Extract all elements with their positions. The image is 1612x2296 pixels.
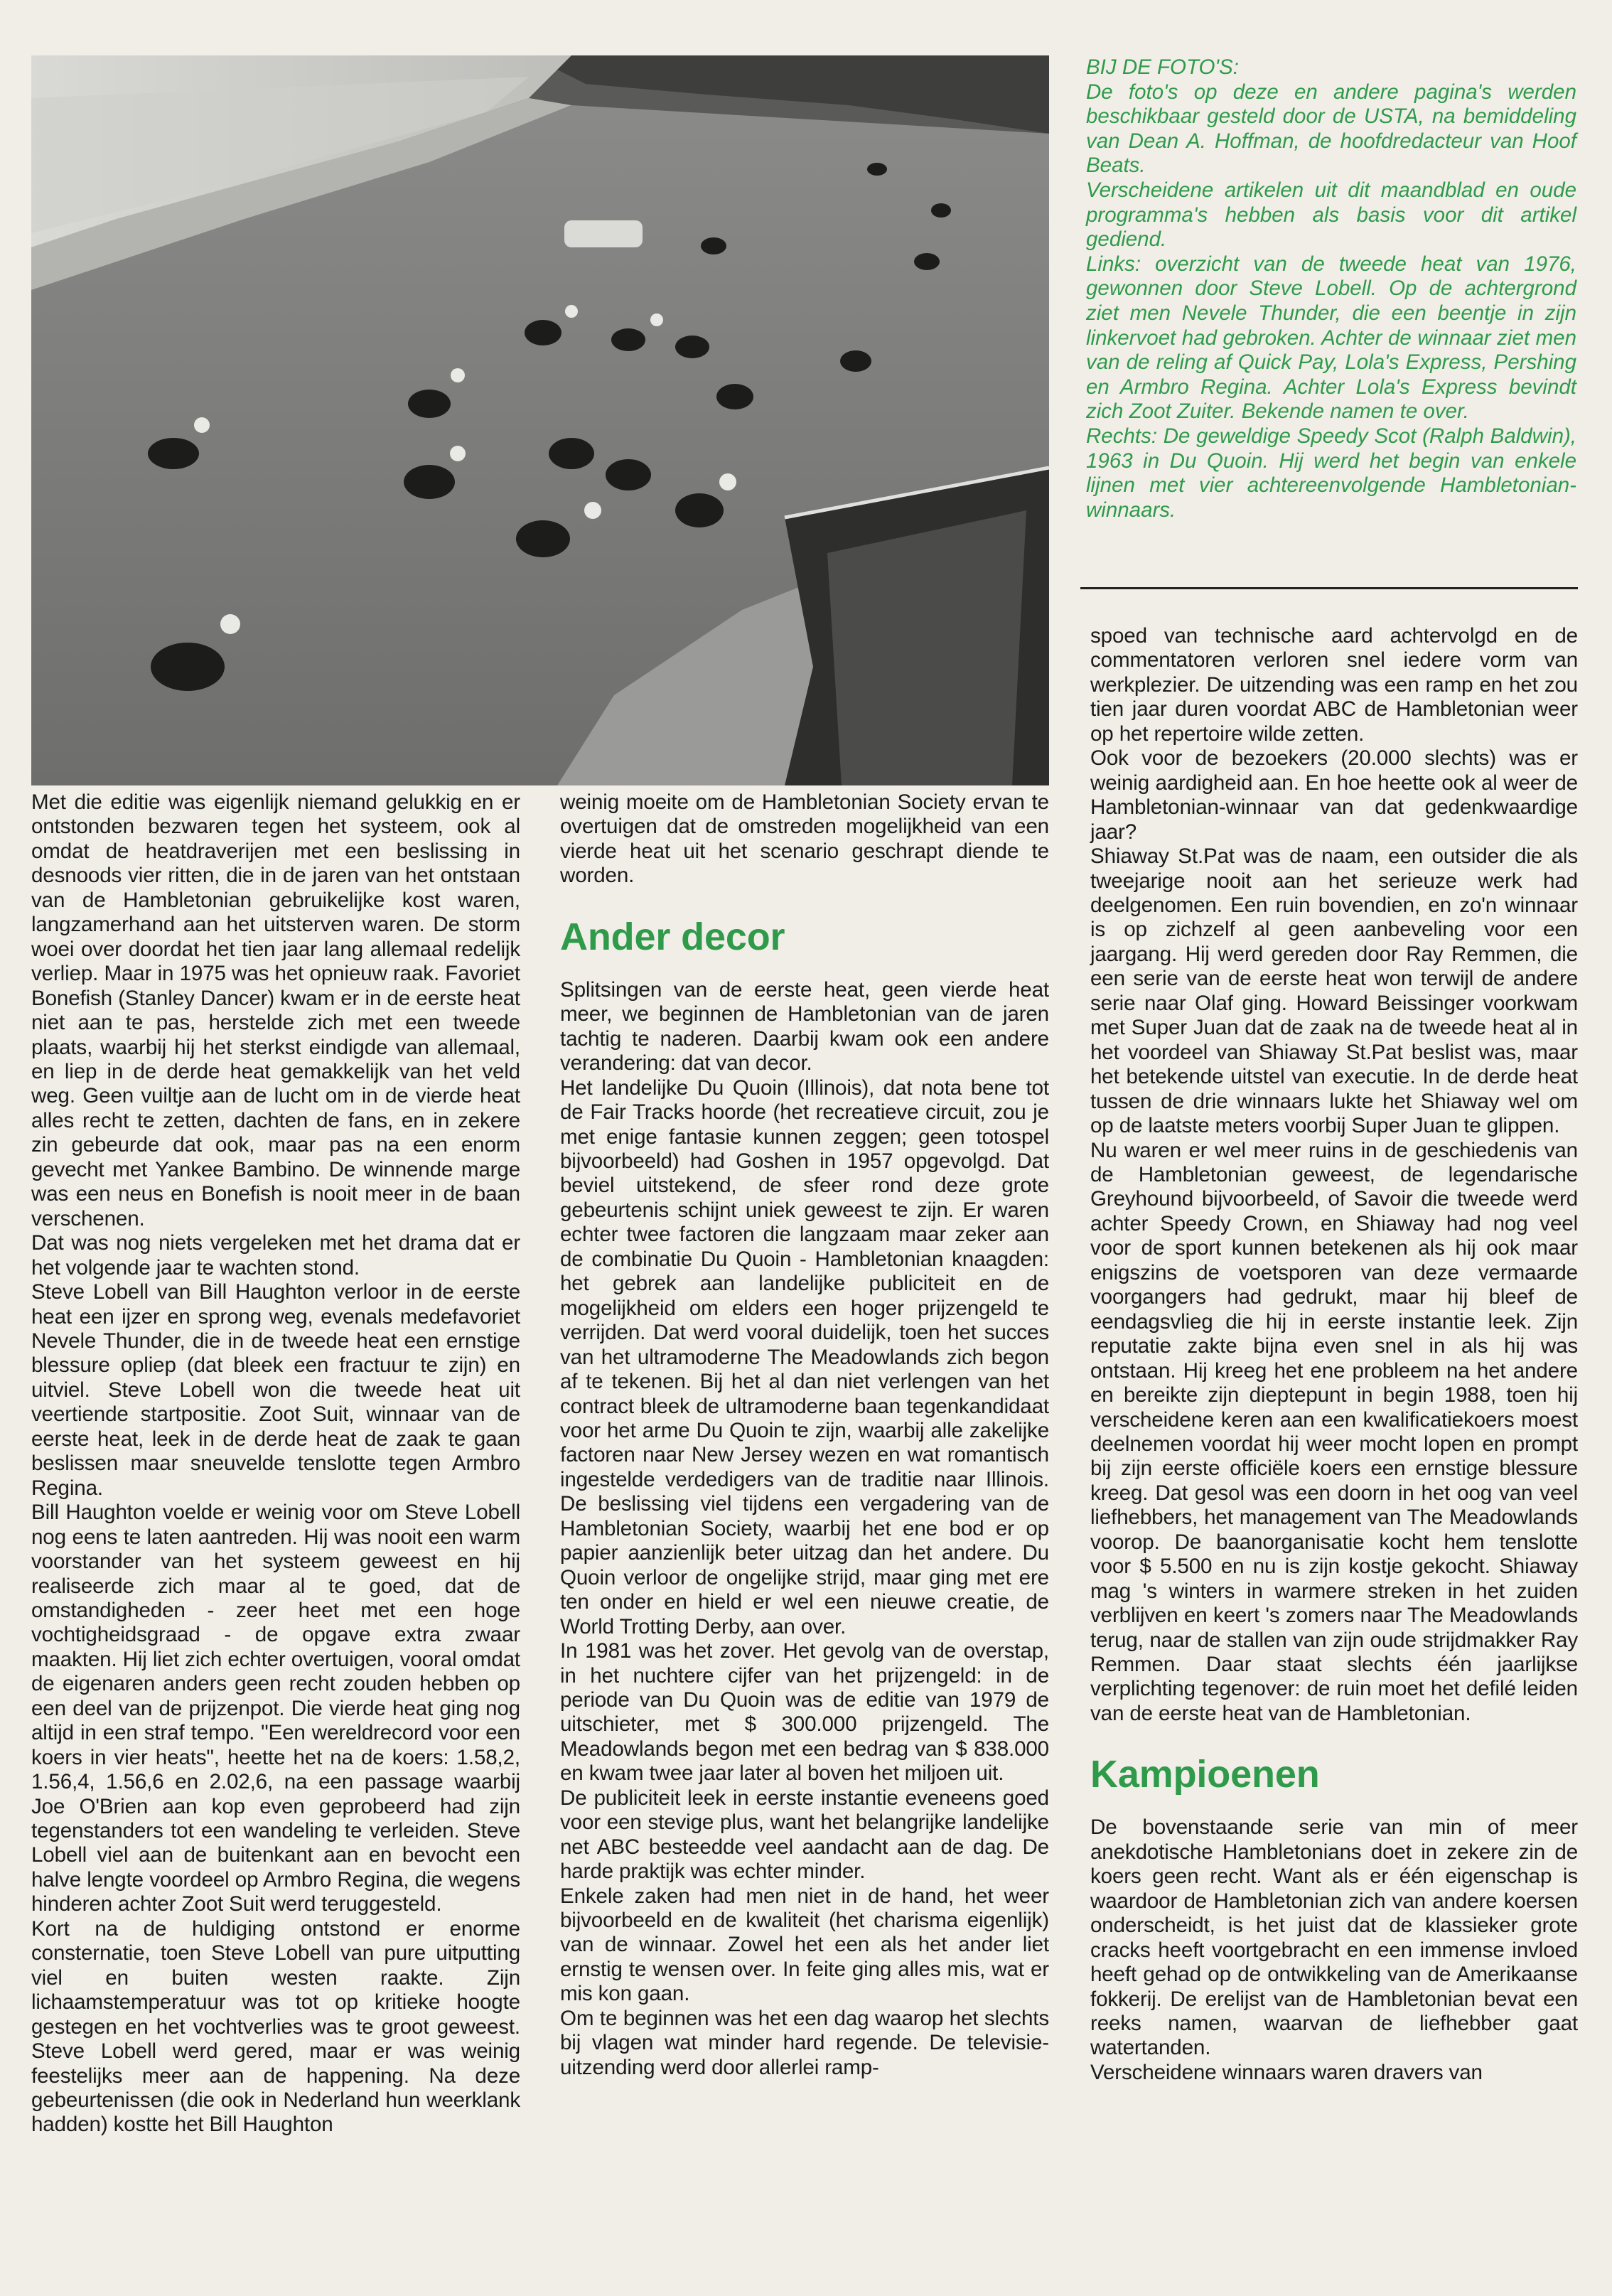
paragraph: spoed van technische aard achtervolgd en de commentatoren verloren snel iedere vorm van werkplezier. De uitzending was een ramp en het zou tien jaar duren voordat ABC de Hambletonian weer op het repertoire wilde zetten.	[1090, 624, 1578, 746]
paragraph: Splitsingen van de eerste heat, geen vierde heat meer, we beginnen de Hambletonian van de jaren tachtig te naderen. Daarbij kwam ook een andere verandering: dat van decor.	[560, 977, 1049, 1075]
paragraph: Om te beginnen was het een dag waarop het slechts bij vlagen wat minder hard regende. De televisie-uitzending werd door allerlei ramp-	[560, 2006, 1049, 2079]
paragraph: De bovenstaande serie van min of meer anekdotische Hambletonians doet in zekere zin de koers geen recht. Want als er één eigenschap is waardoor de Hambletonian zich van andere koersen onderscheidt, is het juist dat de klassieker grote cracks heeft voortgebracht en een immense invloed heeft gehad op de ontwikkeling van de Amerikaanse fokkerij. De erelijst van de Hambletonian bevat een reeks namen, waarvan de liefhebber gaat watertanden.	[1090, 1815, 1578, 2060]
article-column-3	[1090, 624, 1578, 2085]
race-photo	[31, 55, 1049, 785]
paragraph: Ook voor de bezoekers (20.000 slechts) was er weinig aardigheid aan. En hoe heette ook al weer de Hambletonian-winnaar van dat gedenkwaardige jaar?	[1090, 746, 1578, 844]
paragraph: Verscheidene winnaars waren dravers van	[1090, 2060, 1483, 2084]
paragraph: De publiciteit leek in eerste instantie eveneens goed voor een stevige plus, want het belangrijke landelijke net ABC besteedde veel aandacht aan de dag. De harde praktijk was echter minder.	[560, 1786, 1049, 1884]
paragraph: Bill Haughton voelde er weinig voor om Steve Lobell nog eens te laten aantreden. Hij was nooit een warm voorstander van het systeem geweest en hij realiseerde zich maar al te goed, dat de omstandigheden - zeer heet met een hoge vochtigheidsgraad - de opgave extra zwaar maakten. Hij liet zich echter overtuigen, vooral omdat de eigenaren anders geen recht zouden hebben op een deel van de prijzenpot. Die vierde heat ging nog altijd in een straf tempo. "Een wereldrecord voor een koers in vier heats", heette het na de koers: 1.58,2, 1.56,4, 1.56,6 en 2.02,6, na een passage waarbij Joe O'Brien aan kop even geprobeerd had zijn tegenstanders tot een wandeling te verleiden. Steve Lobell viel aan de buitenkant aan en bevocht een halve lengte voordeel op Armbro Regina, die wegens hinderen achter Zoot Suit werd teruggesteld.	[31, 1501, 520, 1916]
caption-line: Rechts: De geweldige Speedy Scot (Ralph Baldwin), 1963 in Du Quoin. Hij werd het begin van enkele lijnen met vier achtereenvolgende Hambletonian-winnaars.	[1086, 424, 1576, 522]
paragraph: Shiaway St.Pat was de naam, een outsider die als tweejarige nooit aan het serieuze werk had deelgenomen. Een ruin bovendien, en zo'n winnaar is op zichzelf al geen aanbeveling voor een jaargang. Hij werd gereden door Ray Remmen, die een serie van de eerste heat won terwijl de andere serie naar Olaf ging. Howard Beissinger voorkwam met Super Juan dat de zaak na de tweede heat al in het voordeel van Shiaway St.Pat beslist was, maar het betekende uitstel van executie. In de derde heat tussen de drie winnaars lukte het Shiaway wel om op de laatste meters voorbij Super Juan te glippen.	[1090, 844, 1578, 1138]
article-column-1	[31, 790, 520, 2137]
paragraph: Steve Lobell van Bill Haughton verloor in de eerste heat een ijzer en sprong weg, evenals medefavoriet Nevele Thunder, die in de tweede heat een ernstige blessure opliep (dat bleek een fractuur te zijn) en uitviel. Steve Lobell won die tweede heat uit veertiende startpositie. Zoot Suit, winnaar van de eerste heat, leek in de derde heat de zaak te gaan beslissen maar sneuvelde tenslotte tegen Armbro Regina.	[31, 1280, 520, 1500]
paragraph: Dat was nog niets vergeleken met het drama dat er het volgende jaar te wachten stond.	[31, 1231, 520, 1280]
paragraph: Het landelijke Du Quoin (Illinois), dat nota bene tot de Fair Tracks hoorde (het recreatieve circuit, zou je met enige fantasie kunnen zeggen; geen totospel bijvoorbeeld) had Goshen in 1957 opgevolgd. Dat beviel uitstekend, de sfeer rond deze grote gebeurtenis schijnt uniek geweest te zijn. Er waren echter twee factoren die langzaam maar zeker aan de combinatie Du Quoin - Hambletonian knaagden: het gebrek aan landelijke publiciteit en de mogelijkheid om elders een hoger prijzengeld te verrijden. Dat werd vooral duidelijk, toen het succes van het ultramoderne The Meadowlands zich begon af te tekenen. Bij het al dan niet verlengen van het contract bleek de ultramoderne baan tegenkandidaat voor het arme Du Quoin te zijn, waarbij alle zakelijke factoren naar New Jersey wezen en wat romantisch ingestelde verdedigers van de traditie naar Illinois. De beslissing viel tijdens een vergadering van de Hambletonian Society, waarbij het ene bod er op papier aanzienlijk beter uitzag dan het andere. Du Quoin verloor de ongelijke strijd, maar ging met ere ten onder en hield er wel een nieuwe creatie, de World Trotting Derby, aan over.	[560, 1075, 1049, 1638]
paragraph: Kort na de huldiging ontstond er enorme consternatie, toen Steve Lobell van pure uitputting viel en buiten westen raakte. Zijn lichaamstemperatuur was tot op kritieke hoogte gestegen en het vochtverlies was te groot geweest. Steve Lobell werd gered, maar er was weinig feestelijks meer aan de happening. Na deze gebeurtenissen (die ook in Nederland hun weerklank hadden) kostte het Bill Haughton	[31, 1916, 520, 2137]
caption-heading: BIJ DE FOTO'S:	[1086, 55, 1239, 79]
paragraph: Nu waren er wel meer ruins in de geschiedenis van de Hambletonian geweest, de legendarische Greyhound bijvoorbeeld, of Savoir die tweede werd achter Speedy Crown, en Shiaway had nog veel voor de sport kunnen betekenen als hij ook maar enigszins de voetsporen van deze vermaarde voorgangers had gedrukt, maar hij bleef de eendagsvlieg die hij in eerste instantie leek. Zijn reputatie zakte bijna even snel in als hij was ontstaan. Hij kreeg het ene probleem na het andere en bereikte zijn dieptepunt in begin 1988, toen hij verscheidene keren aan een kwalificatiekoers moest deelnemen voordat hij weer mocht lopen en prompt bij zijn eerste officiële koers een ernstige blessure kreeg. Dat gesol was een doorn in het oog van veel liefhebbers, het management van The Meadowlands voorop. De baanorganisatie kocht hem tenslotte voor $ 5.500 en nu is zijn kostje gekocht. Shiaway mag 's winters in warmere streken in het zuiden verblijven en keert 's zomers naar The Meadowlands terug, naar de stallen van zijn oude strijdmakker Ray Remmen. Daar staat slechts één jaarlijkse verplichting tegenover: de ruin moet het defilé leiden van de eerste heat van de Hambletonian.	[1090, 1138, 1578, 1725]
section-heading-ander-decor: Ander decor	[560, 915, 785, 958]
paragraph: Enkele zaken had men niet in de hand, het weer bijvoorbeeld en de kwaliteit (het charisma eigenlijk) van de winnaar. Zowel het een als het ander liet ernstig te wensen over. In feite ging alles mis, wat er mis kon gaan.	[560, 1884, 1049, 2006]
caption-line: Verscheidene artikelen uit dit maandblad en oude programma's hebben als basis voor dit artikel gediend.	[1086, 178, 1576, 252]
section-heading-kampioenen: Kampioenen	[1090, 1753, 1320, 1796]
caption-line: Links: overzicht van de tweede heat van 1976, gewonnen door Steve Lobell. Op de achtergrond ziet men Nevele Thunder, die een beentje in zijn linkervoet had gebroken. Achter de winnaar ziet men van de reling af Quick Pay, Lola's Express, Pershing en Armbro Regina. Achter Lola's Express bevindt zich Zoot Zuiter. Bekende namen te over.	[1086, 252, 1576, 424]
caption-line: De foto's op deze en andere pagina's werden beschikbaar gesteld door de USTA, na bemiddeling van Dean A. Hoffman, de hoofdredacteur van Hoof Beats.	[1086, 80, 1576, 178]
caption-divider	[1080, 587, 1578, 589]
photo-caption	[1086, 55, 1576, 554]
paragraph: In 1981 was het zover. Het gevolg van de overstap, in het nuchtere cijfer van het prijzengeld: in de periode van Du Quoin was de editie van 1979 de uitschieter, met $ 300.000 prijzengeld. The Meadowlands begon met een bedrag van $ 838.000 en kwam twee jaar later al boven het miljoen uit.	[560, 1639, 1049, 1786]
paragraph: weinig moeite om de Hambletonian Society ervan te overtuigen dat de omstreden mogelijkheid van een vierde heat uit het scenario geschrapt diende te worden.	[560, 790, 1049, 888]
article-column-2	[560, 790, 1049, 2080]
paragraph: Met die editie was eigenlijk niemand gelukkig en er ontstonden bezwaren tegen het systeem, ook al omdat de heatdraverijen met een beslissing in desnoods vier ritten, die in de jaren van het ontstaan van de Hambletonian gebruikelijke kost waren, langzamerhand aan het uitsterven waren. De storm woei over doordat het tien jaar lang allemaal redelijk verliep. Maar in 1975 was het opnieuw raak. Favoriet Bonefish (Stanley Dancer) kwam er in de eerste heat niet aan te pas, herstelde zich met een tweede plaats, waarbij hij het sterkst eindigde van allemaal, en liep in de derde heat gemakkelijk van het veld weg. Geen vuiltje aan de lucht om in de vierde heat alles recht te zetten, dachten de fans, en in zekere zin gebeurde dat ook, maar pas na een enorm gevecht met Yankee Bambino. De winnende marge was een neus en Bonefish is nooit meer in de baan verschenen.	[31, 790, 520, 1230]
